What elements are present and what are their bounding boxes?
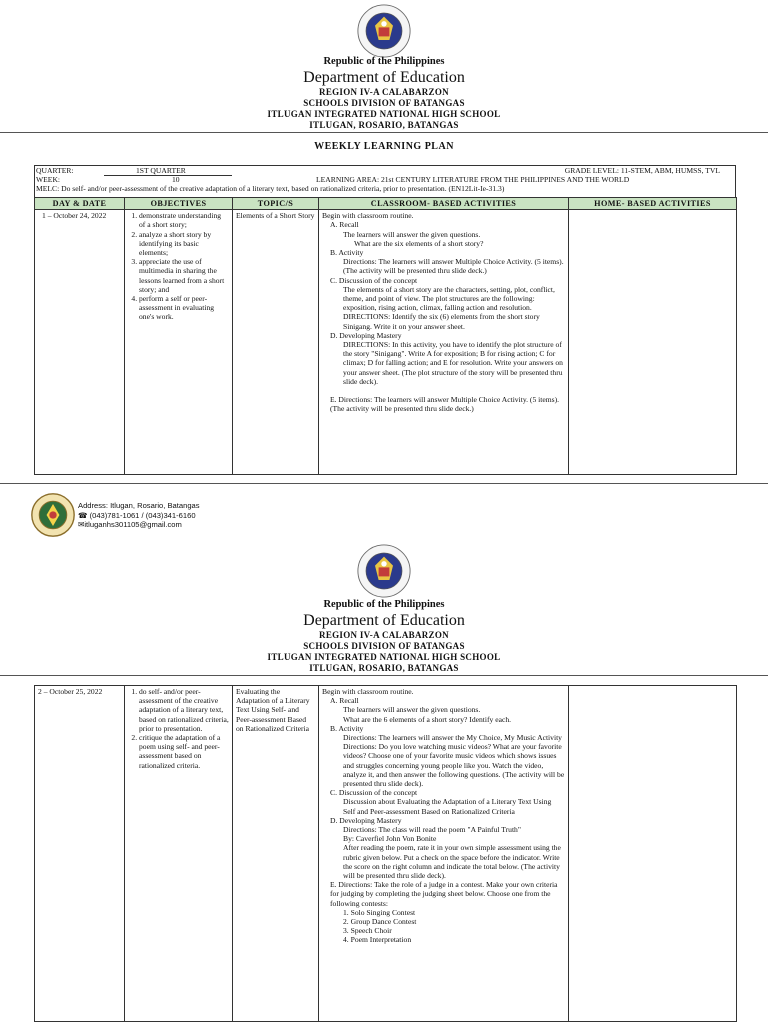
- col-classroom-activities: CLASSROOM- BASED ACTIVITIES: [319, 198, 569, 210]
- col-topics: TOPIC/S: [233, 198, 319, 210]
- list-item: 1. demonstrate understanding of a short story;: [139, 211, 229, 229]
- topic-cell: Elements of a Short Story: [233, 210, 319, 475]
- region-line: REGION IV-A CALABARZON: [319, 87, 449, 97]
- home-activities-cell: [569, 686, 737, 1022]
- department-title: Department of Education: [303, 69, 465, 86]
- school-line: ITLUGAN INTEGRATED NATIONAL HIGH SCHOOL: [267, 652, 501, 662]
- quarter-label: QUARTER:: [36, 166, 74, 175]
- melc-text: MELC: Do self- and/or peer-assessment of the creative adaptation of a literary text, based on rationalized criteria, prior to presentation. (EN12Lit-Ie-31.3): [36, 184, 505, 193]
- week-label: WEEK:: [36, 175, 61, 184]
- republic-line: Republic of the Philippines: [323, 599, 445, 610]
- department-title: Department of Education: [303, 612, 465, 629]
- list-item: 4. perform a self or peer-assessment in evaluating one's work.: [139, 294, 229, 322]
- list-item: 3. appreciate the use of multimedia in sharing the lessons learned from a short story; and: [139, 257, 229, 294]
- objectives-cell: [125, 210, 233, 475]
- division-line: SCHOOLS DIVISION OF BATANGAS: [303, 641, 465, 651]
- footer-email: ✉itluganhs301105@gmail.com: [78, 520, 182, 529]
- header-divider: [0, 675, 768, 676]
- footer-address: Address: Itlugan, Rosario, Batangas: [78, 501, 200, 510]
- day-date-cell: 2 – October 25, 2022: [35, 686, 125, 1022]
- region-line: REGION IV-A CALABARZON: [319, 630, 449, 640]
- week-value: 10: [172, 175, 180, 184]
- school-line: ITLUGAN INTEGRATED NATIONAL HIGH SCHOOL: [267, 109, 501, 119]
- activities-cell: Begin with classroom routine. A. Recall The learners will answer the given questions. What are the six elements of a short story? B. Activity Directions: The learners will answer Multiple Choice Activity. (5 items). (The activity will be presented thru slide deck.) C. Discussion of the concept The elements of a short story are the characters, setting, plot, conflict, theme, and point of view. The plot structures are the following: exposition, rising action, climax, falling action and resolution. DIRECTIONS: Identify the six (6) elements from the short story Sinigang. Write it on your answer sheet. D. Developing Mastery DIRECTIONS: In this activity, you have to identify the plot structure of the story "Sinigang". Write A for exposition; B for rising action; C for climax; D for falling action; and E for resolution. Write your answers on your answer sheet. (The plot structure of the story will be presented thru slide deck). E. Directions: The learners will answer Multiple Choice Activity. (5 items). (The activity will be presented thru slide deck.): [319, 210, 569, 475]
- deped-seal-icon: [357, 544, 411, 598]
- list-item: 2. critique the adaptation of a poem using self- and peer-assessment based on rationalized criteria.: [139, 733, 229, 770]
- list-item: 2. analyze a short story by identifying its basic elements;: [139, 230, 229, 258]
- header-divider: [0, 132, 768, 133]
- list-item: 1. do self- and/or peer-assessment of the creative adaptation of a literary text, based on rationalized criteria, prior to presentation.: [139, 687, 229, 733]
- plan-table-day1: [34, 197, 737, 475]
- table-row: [35, 210, 737, 475]
- topic-cell: Evaluating the Adaptation of a Literary Text Using Self- and Peer-assessment Based on Rationalized Criteria: [233, 686, 319, 1022]
- footer-phone: ☎ (043)781-1061 / (043)341-6160: [78, 510, 196, 520]
- column-header-row: [35, 198, 737, 210]
- col-home-activities: HOME- BASED ACTIVITIES: [569, 198, 737, 210]
- learning-area: LEARNING AREA: 21st CENTURY LITERATURE FROM THE PHILIPPINES AND THE WORLD: [316, 175, 630, 184]
- footer-contact: [78, 501, 200, 530]
- table-row: [35, 686, 737, 1022]
- republic-line: Republic of the Philippines: [323, 56, 445, 67]
- plan-title: WEEKLY LEARNING PLAN: [314, 141, 454, 152]
- day-date-cell: 1 – October 24, 2022: [35, 210, 125, 475]
- deped-seal-icon: [357, 4, 411, 58]
- address-line: ITLUGAN, ROSARIO, BATANGAS: [309, 120, 459, 130]
- col-objectives: OBJECTIVES: [125, 198, 233, 210]
- grade-level: GRADE LEVEL: 11-STEM, ABM, HUMSS, TVL: [564, 166, 720, 175]
- division-line: SCHOOLS DIVISION OF BATANGAS: [303, 98, 465, 108]
- footer-divider: [0, 483, 768, 484]
- plan-table-day2: [34, 685, 737, 1022]
- quarter-value: 1ST QUARTER: [136, 166, 186, 175]
- objectives-cell: [125, 686, 233, 1022]
- meta-box: [34, 165, 736, 198]
- address-line: ITLUGAN, ROSARIO, BATANGAS: [309, 663, 459, 673]
- activities-cell: Begin with classroom routine. A. Recall The learners will answer the given questions. What are the 6 elements of a short story? Identify each. B. Activity Directions: The learners will answer the My Choice, My Music Activity Directions: Do you love watching music videos? What are your favorite videos? Choose one of your favorite music videos which shows issues and struggles concerning young people like you. Watch the video, analyze it, and then answer the following questions. (The activity will be presented thru slide deck). C. Discussion of the concept Discussion about Evaluating the Adaptation of a Literary Text Using Self and Peer-assessment Based on Rationalized Criteria D. Developing Mastery Directions: The class will read the poem "A Painful Truth" By: Caverfiel John Von Bonite After reading the poem, rate it in your own simple assessment using the rubric given below. Put a check on the space before the indicator. Write the score on the right column and indicate the total below. (The activity will be presented thru slide deck). E. Directions: Take the role of a judge in a contest. Make your own criteria for judging by completing the judging sheet below. Choose one from the following contests: 1. Solo Singing Contest 2. Group Dance Contest 3. Speech Choir 4. Poem Interpretation: [319, 686, 569, 1022]
- home-activities-cell: [569, 210, 737, 475]
- col-day-date: DAY & DATE: [35, 198, 125, 210]
- quarter-underline: [104, 175, 232, 176]
- school-logo-icon: [30, 492, 76, 538]
